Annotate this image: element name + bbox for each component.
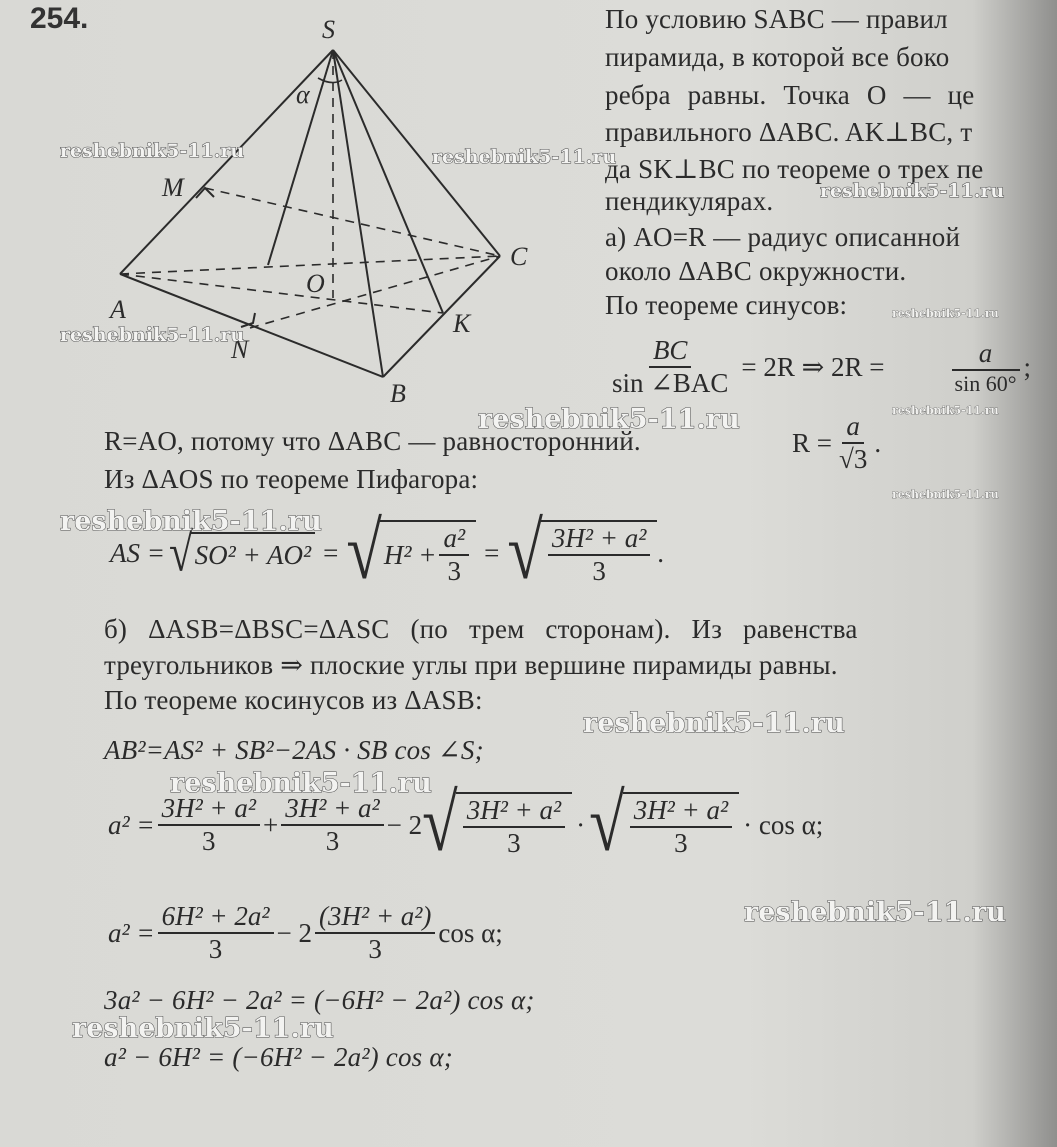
point-label-k: K: [453, 309, 471, 338]
watermark-text: reshebnik5-11.ru: [583, 708, 845, 739]
watermark-text: reshebnik5-11.ru: [820, 180, 1005, 202]
text-line: По условию SABC — правил: [605, 4, 948, 34]
text-line: а) AO=R — радиус описанной: [605, 222, 961, 252]
text-line: правильного ΔABC. AK⊥BC, т: [605, 117, 973, 147]
watermark-text: reshebnik5-11.ru: [744, 897, 1006, 928]
vertex-label-a: A: [110, 295, 126, 324]
watermark-text: reshebnik5-11.ru: [72, 1013, 334, 1044]
text-line: да SK⊥BC по теореме о трех пе: [605, 154, 984, 184]
problem-number: 254.: [30, 2, 89, 35]
text-line: пирамида, в которой все боко: [605, 42, 950, 72]
watermark-text: reshebnik5-11.ru: [432, 146, 617, 168]
pyramid-figure: [0, 0, 600, 420]
watermark-text: reshebnik5-11.ru: [60, 324, 245, 346]
watermark-text: reshebnik5-11.ru: [892, 488, 999, 501]
text-line: Из ΔAOS по теореме Пифагора:: [104, 464, 479, 494]
vertex-label-s: S: [322, 15, 335, 44]
equation-3: 3a² − 6H² − 2a² = (−6H² − 2a²) cos α;: [104, 985, 535, 1015]
watermark-text: reshebnik5-11.ru: [892, 307, 999, 320]
watermark-text: reshebnik5-11.ru: [60, 506, 322, 537]
point-label-n: N: [231, 335, 249, 364]
sine-law-formula: $\frac{BC}{\text{sin ∠BAC}}$ = 2R ⇒ 2R = $\frac{a}{\sin 60^\circ}$ ;: [612, 335, 1032, 398]
as-formula: AS = √ SO² + AO² = √ H² + $\frac{\text{a²}}{3}$ = √ $\frac{\text{3H² + a²}}{3}$ .: [110, 506, 665, 597]
watermark-text: reshebnik5-11.ru: [170, 768, 432, 799]
cosine-law-formula: AB²=AS² + SB²−2AS · SB cos ∠S;: [104, 735, 484, 765]
vertex-label-b: B: [390, 379, 406, 408]
text-line: треугольников ⇒ плоские углы при вершине пирамиды равны.: [104, 650, 838, 680]
text-line: б) ΔASB=ΔBSC=ΔASC (по трем сторонам). Из равенства: [104, 614, 858, 644]
equation-a2: a² = $\frac{\text{6H² + 2a²}}{3}$ − 2 $\frac{\text{(3H² + a²)}}{3}$ cos α;: [108, 901, 503, 964]
angle-label-alpha: α: [296, 80, 310, 109]
point-label-m: M: [162, 173, 184, 202]
text-line: ребра равны. Точка O — це: [605, 80, 975, 110]
text-line: пендикулярах.: [605, 186, 774, 216]
watermark-text: reshebnik5-11.ru: [892, 404, 999, 417]
text-line: По теореме синусов:: [605, 290, 848, 320]
equation-4: a² − 6H² = (−6H² − 2a²) cos α;: [104, 1042, 453, 1072]
watermark-text: reshebnik5-11.ru: [478, 404, 740, 435]
text-line: около ΔABC окружности.: [605, 256, 907, 286]
point-label-o: O: [306, 269, 325, 298]
watermark-text: reshebnik5-11.ru: [60, 140, 245, 162]
r-formula: R = $\frac{a}{√3}$ .: [792, 411, 882, 474]
vertex-label-c: C: [510, 242, 528, 271]
text-line: По теореме косинусов из ΔASB:: [104, 685, 483, 715]
equation-a1: a² = $\frac{\text{3H² + a²}}{3}$ + $\frac{\text{3H² + a²}}{3}$ − 2 √ $\frac{\text{3H² + a²}}{3}$ · √ $\frac{\text{3H² + a²}}{3}$ · cos α;: [108, 778, 824, 869]
text-line: R=AO, потому что ΔABC — равносторонний.: [104, 426, 641, 456]
